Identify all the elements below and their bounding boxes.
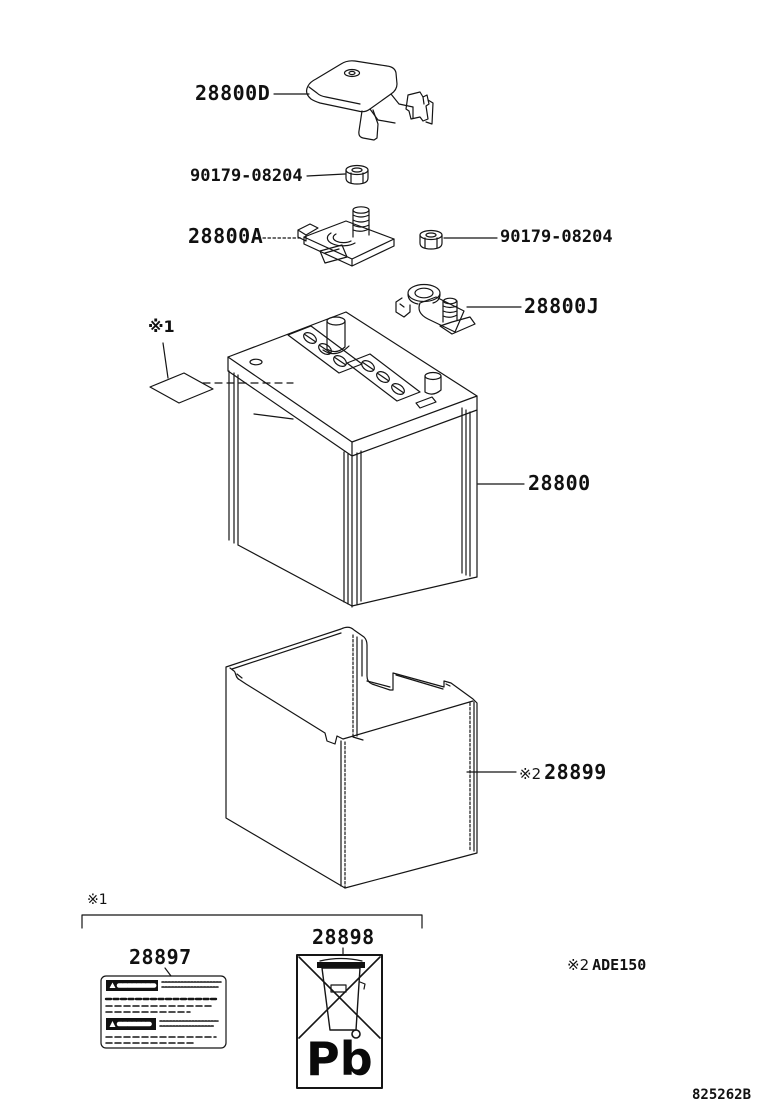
- note1-marker-bottom: ※1: [87, 892, 108, 908]
- callout-28800A[interactable]: 28800A: [188, 224, 264, 248]
- nut-right-drawing: [420, 231, 497, 250]
- doc-code: 825262B: [692, 1087, 752, 1103]
- callout-28897[interactable]: 28897: [129, 945, 192, 969]
- note1-sticker-drawing: [150, 343, 293, 403]
- callout-28800J[interactable]: 28800J: [524, 294, 600, 318]
- footnote-2-marker: ※2: [567, 956, 590, 974]
- callout-28899-code: 28899: [544, 760, 607, 784]
- callout-28800[interactable]: 28800: [528, 471, 591, 495]
- callout-28899[interactable]: [519, 762, 607, 782]
- battery-cover-drawing: [226, 627, 516, 888]
- callout-28898[interactable]: 28898: [312, 925, 375, 949]
- clamp-j-drawing: [396, 285, 521, 335]
- callout-nut-right[interactable]: 90179-08204: [500, 227, 613, 247]
- callout-nut-upper[interactable]: 90179-08204: [190, 166, 303, 186]
- callout-28800D[interactable]: 28800D: [195, 81, 271, 105]
- leader-28897: [165, 968, 171, 976]
- caution-label-drawing: [101, 968, 226, 1048]
- footnote-2-text: ADE150: [592, 956, 647, 974]
- clamp-a-drawing: [263, 207, 394, 266]
- nut-upper-drawing: [307, 166, 368, 185]
- note1-marker-top: ※1: [148, 317, 175, 336]
- note2-marker: ※2: [519, 765, 542, 783]
- battery-drawing: [228, 312, 524, 607]
- footnote-2: [567, 958, 646, 973]
- pb-symbol: Pb: [306, 1032, 373, 1086]
- terminal-cover-drawing: [274, 61, 433, 140]
- leader-nut-upper: [307, 174, 345, 176]
